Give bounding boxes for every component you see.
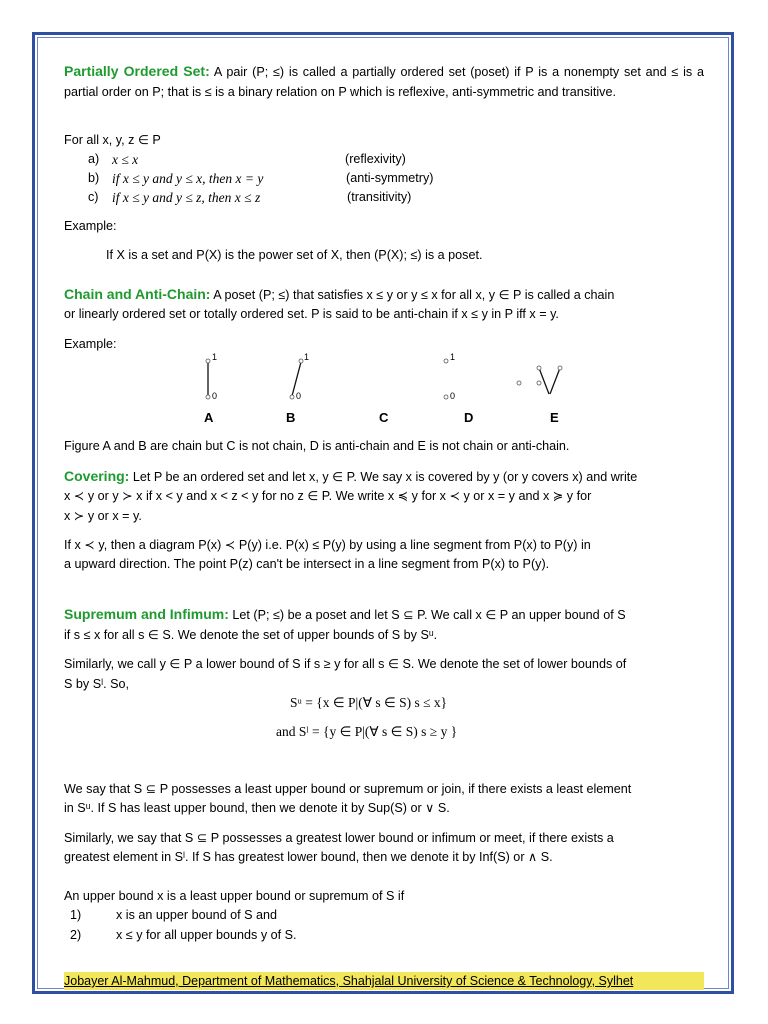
lub-item-2-text: x ≤ y for all upper bounds y of S.: [116, 928, 297, 942]
poset-item-b-name: (anti-symmetry): [346, 171, 434, 185]
chain-definition-2: or linearly ordered set or totally ordered set. P is said to be anti-chain if x ≤ y in P iff x = y.: [64, 307, 559, 321]
poset-item-c-name: (transitivity): [347, 190, 412, 204]
poset-item-a-marker: a): [88, 152, 100, 166]
poset-example-text: If X is a set and P(X) is the power set of X, then (P(X); ≤) is a poset.: [106, 248, 483, 262]
poset-item-b-formula: if x ≤ y and y ≤ x, then x = y: [112, 171, 264, 186]
figure-c-top-point: [444, 359, 448, 363]
chain-heading: Chain and Anti-Chain:: [64, 286, 211, 302]
poset-item-a-formula: x ≤ x: [112, 152, 139, 167]
poset-item-a-name: (reflexivity): [345, 152, 406, 166]
poset-item-b-marker: b): [88, 171, 100, 185]
poset-paragraph: [64, 62, 704, 102]
figure-a-bottom-label: 0: [212, 391, 218, 401]
upper-bounds-equation: Sᵘ = {x ∈ P|(∀ s ∈ S) s ≤ x}: [290, 695, 448, 710]
figure-c-top-label: 1: [450, 352, 456, 362]
footer-author: Jobayer Al-Mahmud, Department of Mathematics, Shahjalal University of Science & Technology, Sylhet: [64, 972, 704, 990]
covering-diagram-line-2: a upward direction. The point P(z) can't be intersect in a line segment from P(x) to P(y).: [64, 557, 550, 571]
supremum-join-line-1: We say that S ⊆ P possesses a least upper bound or supremum or join, if there exists a least element: [64, 782, 632, 796]
lub-intro: An upper bound x is a least upper bound or supremum of S if: [64, 889, 405, 903]
lub-item-1-text: x is an upper bound of S and: [116, 908, 278, 922]
figure-b-label: B: [286, 410, 296, 425]
figure-c-bottom-label: 0: [450, 391, 456, 401]
supremum-join-line-2: in Sᵘ. If S has least upper bound, then we denote it by Sup(S) or ∨ S.: [64, 801, 450, 815]
covering-definition-2: x ≺ y or y ≻ x if x < y and x < z < y for no z ∈ P. We write x ≼ y for x ≺ y or x = y and x ≽ y for: [64, 489, 592, 503]
lub-item-1-marker: 1): [70, 908, 82, 922]
figure-c-diagram: [444, 359, 448, 399]
figure-e-vee: [532, 360, 572, 410]
figure-b-bottom-label: 0: [296, 391, 302, 401]
figure-a-diagram: [206, 359, 210, 399]
covering-line-1: [64, 467, 637, 488]
chain-definition-1: A poset (P; ≤) that satisfies x ≤ y or y ≤ x for all x, y ∈ P is called a chain: [213, 288, 615, 302]
poset-heading: Partially Ordered Set:: [64, 63, 210, 79]
poset-definition: A pair (P; ≤) is called a partially ordered set (poset) if P is a nonempty set and ≤ is a partial order on P; that is ≤ is a binary relation on P which is reflexive, anti-symmetric and transitive.: [64, 65, 704, 99]
figure-c-label: C: [379, 410, 389, 425]
figure-b-top-point: [299, 359, 303, 363]
chain-example-label: Example:: [64, 337, 117, 351]
poset-item-c-marker: c): [88, 190, 99, 204]
covering-diagram-line-1: If x ≺ y, then a diagram P(x) ≺ P(y) i.e. P(x) ≤ P(y) by using a line segment from P(x) to P(y) in: [64, 538, 591, 552]
figure-a-top-label: 1: [212, 352, 218, 362]
poset-example-label: Example:: [64, 219, 117, 233]
figure-a-bottom-point: [206, 395, 210, 399]
lower-bound-line-1: Similarly, we call y ∈ P a lower bound of S if s ≥ y for all s ∈ S. We denote the set of lower bounds of: [64, 657, 627, 671]
covering-definition-3: x ≻ y or x = y.: [64, 509, 142, 523]
figure-a-label: A: [204, 410, 214, 425]
lower-bounds-equation: and Sˡ = {y ∈ P|(∀ s ∈ S) s ≥ y }: [276, 724, 458, 739]
figure-e-left-point: [537, 366, 541, 370]
lower-bound-line-2: S by Sˡ. So,: [64, 677, 129, 691]
infimum-meet-line-1: Similarly, we say that S ⊆ P possesses a greatest lower bound or infimum or meet, if there exists a: [64, 831, 614, 845]
covering-definition-1: Let P be an ordered set and let x, y ∈ P. We say x is covered by y (or y covers x) and write: [132, 470, 638, 484]
figure-c-bottom-point: [444, 395, 448, 399]
figure-a-top-point: [206, 359, 210, 363]
figure-d-label: D: [464, 410, 474, 425]
figure-e-label: E: [550, 410, 559, 425]
supremum-definition-1: Let (P; ≤) be a poset and let S ⊆ P. We call x ∈ P an upper bound of S: [232, 608, 626, 622]
supremum-definition-2: if s ≤ x for all s ∈ S. We denote the set of upper bounds of S by Sᵘ.: [64, 628, 438, 642]
chain-line-1: [64, 285, 614, 306]
poset-item-c-formula: if x ≤ y and y ≤ z, then x ≤ z: [112, 190, 261, 205]
covering-heading: Covering:: [64, 468, 130, 484]
figure-caption: Figure A and B are chain but C is not chain, D is anti-chain and E is not chain or anti-chain.: [64, 439, 570, 453]
figure-d-point-1: [517, 381, 521, 385]
supremum-heading: Supremum and Infimum:: [64, 606, 229, 622]
figure-b-bottom-point: [290, 395, 294, 399]
for-all-line: For all x, y, z ∈ P: [64, 133, 161, 147]
supremum-line-1: [64, 605, 626, 626]
figure-e-right-point: [558, 366, 562, 370]
figure-b-top-label: 1: [304, 352, 310, 362]
infimum-meet-line-2: greatest element in Sˡ. If S has greatest lower bound, then we denote it by Inf(S) or ∧ S.: [64, 850, 553, 864]
lub-item-2-marker: 2): [70, 928, 82, 942]
